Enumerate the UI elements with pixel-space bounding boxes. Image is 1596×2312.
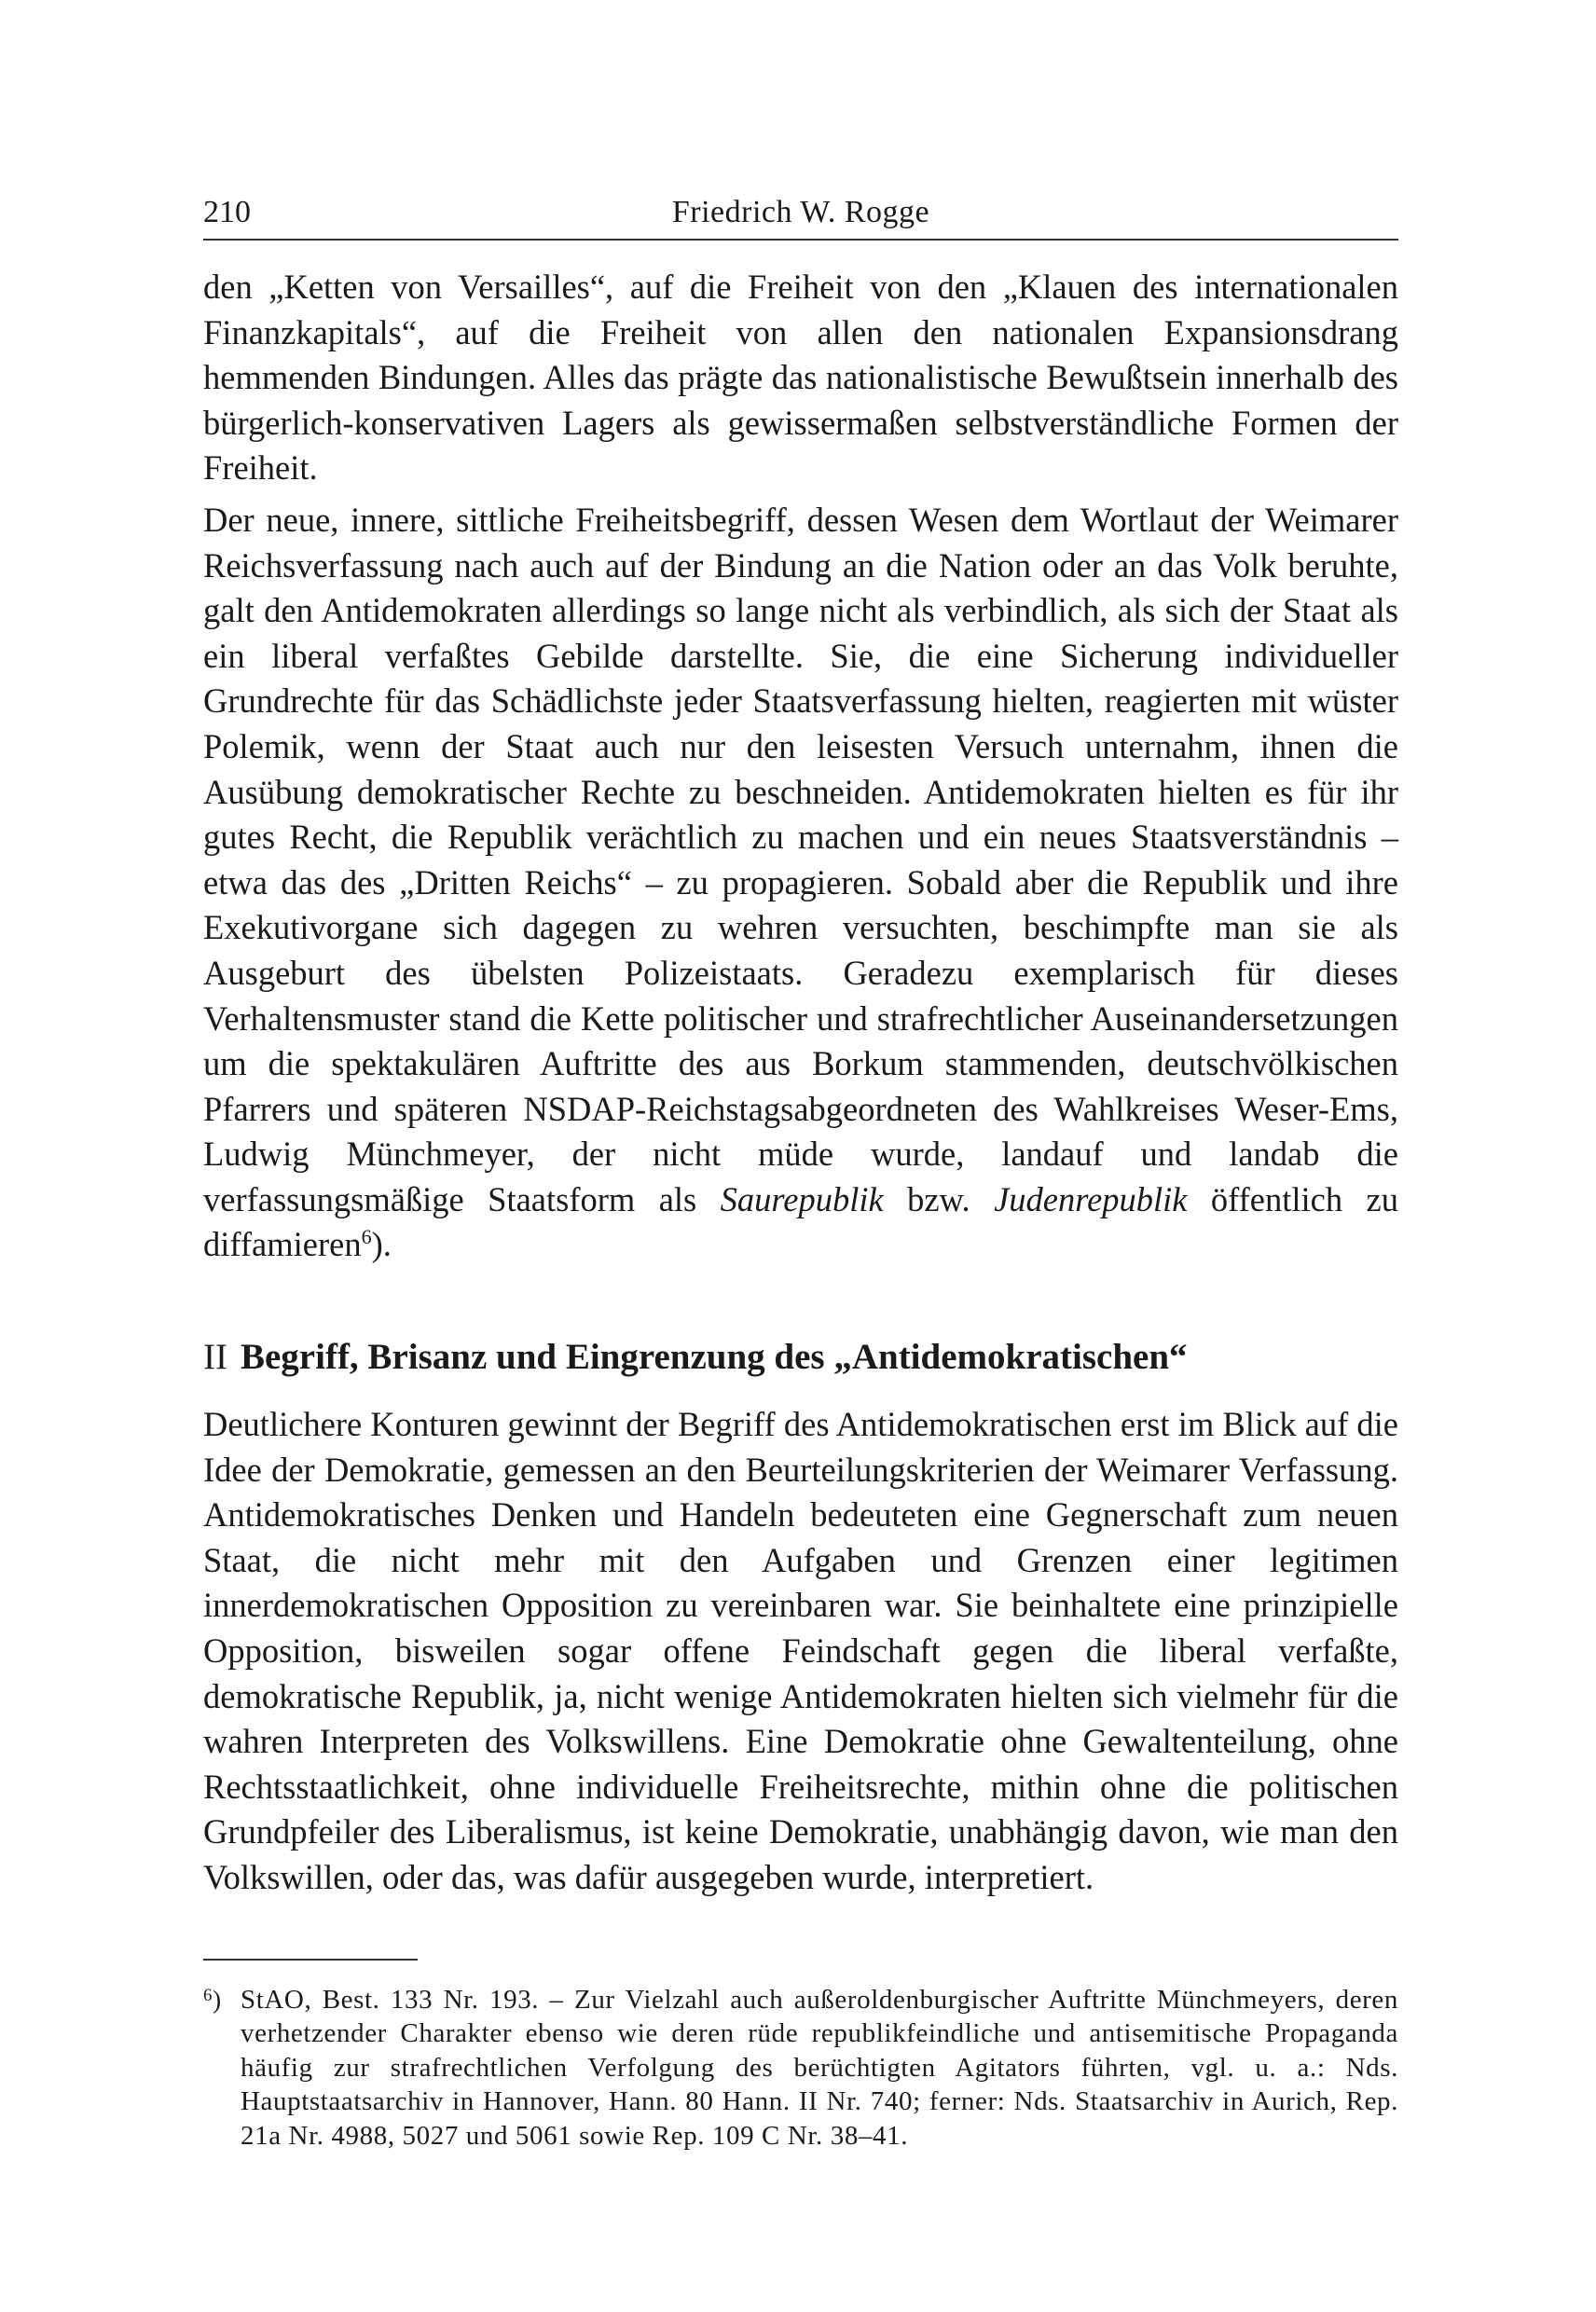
- body-text: [203, 265, 1398, 1901]
- section-heading: [203, 1333, 1398, 1382]
- paragraph-2: [203, 498, 1398, 1268]
- term-judenrepublik: Judenrepublik: [994, 1179, 1188, 1218]
- section-number: II: [203, 1337, 227, 1378]
- paragraph-3: Deutlichere Konturen gewinnt der Begriff des Antidemokratischen erst im Blick auf die Idee der Demokratie, gemessen an den Beurteilungskriterien der Weimarer Verfassung. Antidemokratisches Denken und Handeln bedeuteten eine Gegnerschaft zum neuen Staat, die nicht mehr mit den Aufgaben und Grenzen einer legitimen innerdemokratischen Opposition zu vereinbaren war. Sie beinhaltete eine prinzipielle Opposition, bisweilen sogar offene Feindschaft gegen die liberal verfaßte, demokratische Republik, ja, nicht wenige Antidemokraten hielten sich vielmehr für die wahren Interpreten des Volkswillens. Eine Demokratie ohne Gewaltenteilung, ohne Rechtsstaatlichkeit, ohne individuelle Freiheitsrechte, mithin ohne die politischen Grundpfeiler des Liberalismus, ist keine Demokratie, unabhängig davon, wie man den Volkswillen, oder das, was dafür ausgegeben wurde, interpretiert.: [203, 1405, 1398, 1896]
- running-title: Friedrich W. Rogge: [671, 195, 930, 229]
- footnote-marker-number: 6: [203, 1985, 213, 2005]
- footnote-marker-paren: ): [213, 1985, 222, 2014]
- term-saurepublik: Saurepublik: [720, 1179, 884, 1218]
- footnote-6: [203, 1983, 1398, 2154]
- footnote-divider: [203, 1959, 418, 1961]
- book-page: [203, 186, 1398, 2153]
- paragraph-2-text: Der neue, innere, sittliche Freiheitsbegriff, dessen Wesen dem Wortlaut der Weimarer Reichsverfassung nach auch auf der Bindung an die Nation oder an das Volk beruhte, galt den Antidemokraten allerdings so lange nicht als verbindlich, als sich der Staat als ein liberal verfaßtes Gebilde darstellte. Sie, die eine Sicherung individueller Grundrechte für das Schädlichste jeder Staatsverfassung hielten, reagierten mit wüster Polemik, wenn der Staat auch nur den leisesten Versuch unternahm, ihnen die Ausübung demokratischer Rechte zu beschneiden. Antidemokraten hielten es für ihr gutes Recht, die Republik verächtlich zu machen und ein neues Staatsverständnis – etwa das des „Dritten Reichs“ – zu propagieren. Sobald aber die Republik und ihre Exekutivorgane sich dagegen zu wehren versuchten, beschimpfte man sie als Ausgeburt des übelsten Polizeistaats. Geradezu exemplarisch für dieses Verhaltensmuster stand die Kette politischer und strafrechtlicher Auseinandersetzungen um die spektakulären Auftritte des aus Borkum stammenden, deutschvölkischen Pfarrers und späteren NSDAP-Reichstagsabgeordneten des Wahlkreises Weser-Ems, Ludwig Münchmeyer, der nicht müde wurde, landauf und landab die verfassungsmäßige Staatsform als: [203, 500, 1398, 1218]
- paragraph-1: den „Ketten von Versailles“, auf die Freiheit von den „Klauen des internationalen Finanzkapitals“, auf die Freiheit von allen den nationalen Expansionsdrang hemmenden Bindungen. Alles das prägte das nationalistische Bewußtsein innerhalb des bürgerlich-konservativen Lagers als gewissermaßen selbstverständliche Formen der Freiheit.: [203, 268, 1398, 488]
- section-title: Begriff, Brisanz und Eingrenzung des „Antidemokratischen“: [240, 1337, 1188, 1378]
- paragraph-2-connector: bzw.: [883, 1179, 995, 1218]
- footnote-marker: [203, 1983, 222, 2017]
- paragraph-2-end: öffentlich zu diffamieren: [203, 1179, 1398, 1264]
- paragraph-2-close: ).: [371, 1225, 392, 1264]
- footnote-reference: 6: [361, 1225, 372, 1249]
- running-head: [203, 186, 1398, 241]
- page-number: 210: [203, 195, 251, 229]
- footnote-text: StAO, Best. 133 Nr. 193. – Zur Vielzahl auch außeroldenburgischer Auftritte Münchmeyers, deren verhetzender Charakter ebenso wie deren rüde republikfeindliche und antisemitische Propaganda häufig zur strafrechtlichen Verfolgung des berüchtigten Agitators führten, vgl. u. a.: Nds. Hauptstaatsarchiv in Hannover, Hann. 80 Hann. II Nr. 740; ferner: Nds. Staatsarchiv in Aurich, Rep. 21a Nr. 4988, 5027 und 5061 sowie Rep. 109 C Nr. 38–41.: [241, 1984, 1398, 2151]
